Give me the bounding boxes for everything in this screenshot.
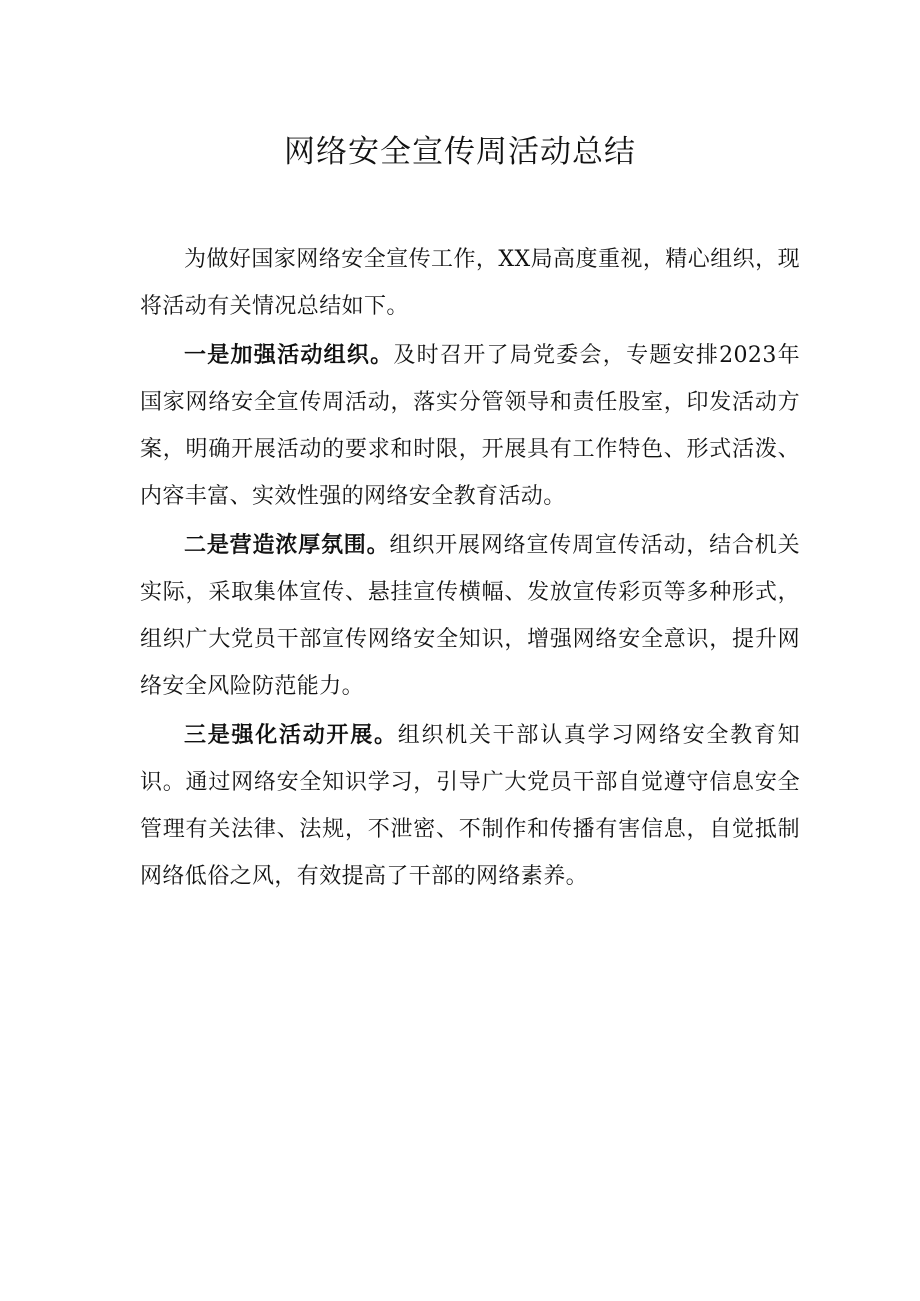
paragraph-organization <box>140 332 800 520</box>
paragraph-activities <box>140 712 800 900</box>
document-title: 网络安全宣传周活动总结 <box>284 134 636 170</box>
paragraph-text: 组织机关干部认真学习网络安全教育知识。通过网络安全知识学习，引导广大党员干部自觉遵守信息安全管理有关法律、法规，不泄密、不制作和传播有害信息，自觉抵制网络低俗之风，有效提高了干部的网络素养。 <box>140 723 800 889</box>
document-body <box>140 236 800 900</box>
paragraph-text: 组织开展网络宣传周宣传活动，结合机关实际，采取集体宣传、悬挂宣传横幅、发放宣传彩页等多种形式，组织广大党员干部宣传网络安全知识，增强网络安全意识，提升网络安全风险防范能力。 <box>140 533 801 699</box>
paragraph-atmosphere <box>140 522 800 710</box>
paragraph-lead: 一是加强活动组织。 <box>184 343 394 368</box>
paragraph-lead: 三是强化活动开展。 <box>184 723 398 748</box>
paragraph-lead: 二是营造浓厚氛围。 <box>184 533 390 558</box>
paragraph-intro <box>140 236 800 330</box>
paragraph-text: 为做好国家网络安全宣传工作，XX局高度重视，精心组织，现将活动有关情况总结如下。 <box>140 247 800 319</box>
paragraph-text: 及时召开了局党委会，专题安排2023年国家网络安全宣传周活动，落实分管领导和责任股室，印发活动方案，明确开展活动的要求和时限，开展具有工作特色、形式活泼、内容丰富、实效性强的网络安全教育活动。 <box>140 343 800 509</box>
